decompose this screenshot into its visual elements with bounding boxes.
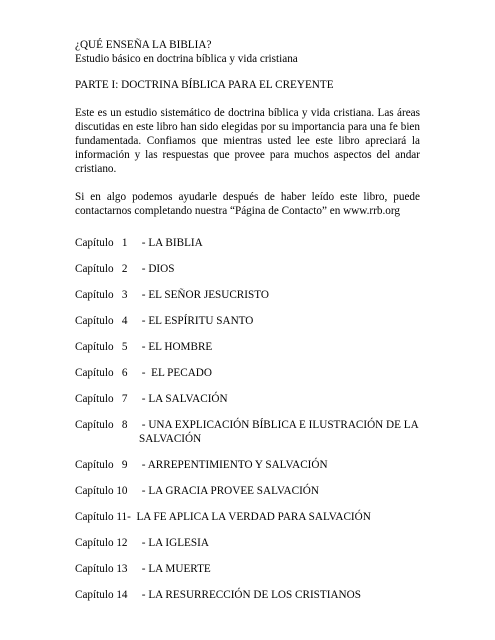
chapter-label: Capítulo 12	[75, 537, 128, 549]
chapter-title: ARREPENTIMIENTO Y SALVACIÓN	[147, 459, 328, 471]
chapter-separator: -	[139, 589, 149, 601]
chapter-item-11	[75, 510, 420, 524]
chapter-title-continuation: SALVACIÓN	[139, 433, 202, 445]
chapter-item-12	[75, 536, 420, 550]
chapter-title: LA BIBLIA	[148, 237, 203, 249]
chapter-label: Capítulo 5	[75, 341, 128, 353]
chapter-title: EL HOMBRE	[148, 341, 213, 353]
chapter-item-9	[75, 458, 420, 472]
chapter-item-14	[75, 588, 420, 602]
chapter-label: Capítulo 7	[75, 393, 128, 405]
chapter-title: DIOS	[148, 263, 175, 275]
chapter-separator: -	[139, 367, 152, 379]
chapter-title: LA RESURRECCIÓN DE LOS CRISTIANOS	[148, 589, 361, 601]
chapter-item-13	[75, 562, 420, 576]
chapter-item-8	[75, 418, 420, 446]
chapter-title: LA SALVACIÓN	[148, 393, 228, 405]
chapter-label: Capítulo 11	[75, 511, 128, 523]
chapter-item-7	[75, 392, 420, 406]
chapter-label: Capítulo 13	[75, 563, 128, 575]
chapter-item-6	[75, 366, 420, 380]
chapter-separator: -	[139, 393, 149, 405]
chapter-title: EL PECADO	[151, 367, 212, 379]
chapter-title: EL ESPÍRITU SANTO	[148, 315, 254, 327]
document-title: ¿QUÉ ENSEÑA LA BIBLIA?	[75, 39, 212, 51]
document-subtitle: Estudio básico en doctrina bíblica y vida cristiana	[75, 53, 298, 65]
chapter-item-3	[75, 288, 420, 302]
chapter-separator: -	[139, 537, 149, 549]
chapter-label: Capítulo 4	[75, 315, 128, 327]
chapter-label: Capítulo 3	[75, 289, 128, 301]
part-heading	[75, 78, 420, 92]
chapter-title: UNA EXPLICACIÓN BÍBLICA E ILUSTRACIÓN DE LA	[148, 419, 419, 431]
contact-paragraph	[75, 190, 420, 218]
chapter-title: LA MUERTE	[148, 563, 211, 575]
chapter-title: LA IGLESIA	[148, 537, 209, 549]
chapter-label: Capítulo 14	[75, 589, 128, 601]
part-title: PARTE I: DOCTRINA BÍBLICA PARA EL CREYENTE	[75, 79, 334, 91]
chapter-label: Capítulo 2	[75, 263, 128, 275]
chapter-item-10	[75, 484, 420, 498]
contact-paragraph-text: Si en algo podemos ayudarle después de haber leído este libro, puede contactarnos completando nuestra “Página de Contacto” en www.rrb.org	[75, 191, 420, 217]
chapter-separator: -	[139, 419, 149, 431]
chapter-separator: -	[139, 563, 149, 575]
chapter-separator: -	[139, 459, 148, 471]
chapter-separator: -	[127, 511, 137, 523]
chapter-separator: -	[139, 237, 149, 249]
document-header	[75, 38, 420, 66]
chapter-item-5	[75, 340, 420, 354]
chapter-label: Capítulo 9	[75, 459, 128, 471]
chapter-label: Capítulo 8	[75, 419, 128, 431]
chapter-separator: -	[139, 263, 149, 275]
chapter-label: Capítulo 10	[75, 485, 128, 497]
chapter-item-1	[75, 236, 420, 250]
chapter-label: Capítulo 6	[75, 367, 128, 379]
intro-paragraph-text: Este es un estudio sistemático de doctrina bíblica y vida cristiana. Las áreas discutidas en este libro han sido elegidas por su importancia para una fe bien fundamentada. Confiamos que mientras usted lee este libro apreciará la información y las respuestas que provee para muchos aspectos del andar cristiano.	[75, 107, 420, 175]
chapter-label: Capítulo 1	[75, 237, 128, 249]
chapter-title: EL SEÑOR JESUCRISTO	[148, 289, 269, 301]
chapter-title: LA FE APLICA LA VERDAD PARA SALVACIÓN	[136, 511, 371, 523]
chapter-separator: -	[139, 485, 149, 497]
chapter-item-2	[75, 262, 420, 276]
chapter-item-4	[75, 314, 420, 328]
chapter-separator: -	[139, 289, 149, 301]
intro-paragraph	[75, 106, 420, 176]
chapter-title: LA GRACIA PROVEE SALVACIÓN	[148, 485, 319, 497]
chapter-separator: -	[139, 315, 149, 327]
chapter-separator: -	[139, 341, 149, 353]
